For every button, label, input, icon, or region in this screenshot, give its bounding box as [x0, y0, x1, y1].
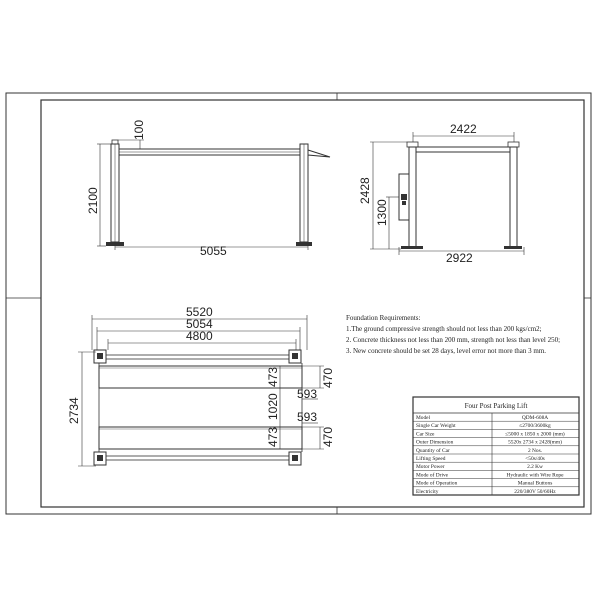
spec-table-title: Four Post Parking Lift: [464, 402, 528, 410]
dim-plan-runway: 4800: [186, 329, 213, 343]
spec-row-label: Lifting Speed: [416, 456, 446, 462]
plan-view: [67, 305, 335, 466]
plan-cross-beam-bottom: [106, 456, 289, 460]
dim-end-base-width: 2922: [446, 251, 473, 265]
dim-gap-2: 593: [297, 410, 318, 424]
side-view: [86, 120, 330, 258]
spec-row-value: QDM-608A: [521, 415, 549, 421]
end-cross-beam: [416, 147, 510, 152]
spec-row-label: Mode of Drive: [416, 472, 449, 479]
dim-plan-depth: 2734: [67, 397, 81, 424]
spec-table: [413, 397, 579, 495]
dim-plan-overall: 5520: [186, 305, 213, 319]
spec-row-label: Car Size: [416, 431, 435, 438]
dim-post-cap: 100: [132, 119, 146, 140]
end-base-left: [401, 246, 423, 249]
spec-row-label: Motor Power: [416, 464, 445, 471]
spec-row-value: 2 Nos.: [527, 447, 543, 454]
end-view: [358, 122, 524, 265]
dim-runway-right-2: 470: [321, 426, 335, 447]
spec-row-value: <50s/40s: [525, 456, 545, 462]
spec-row-value: ≤2700/3600kg: [519, 423, 551, 430]
spec-row-label: Single Car Weight: [416, 423, 456, 430]
plan-cross-beam-top: [106, 355, 289, 359]
end-base-right: [504, 246, 522, 249]
spec-row-label: Quantity of Car: [416, 447, 450, 454]
dim-gap-1: 593: [297, 387, 318, 401]
foundation-line-3: 3. New concrete should be set 28 days, level error not more than 3 mm.: [346, 347, 547, 355]
spec-row-value: 2.2 Kw: [527, 464, 543, 471]
outer-frame: [6, 93, 591, 514]
spec-row-value: 220/380V 50/60Hz: [514, 488, 556, 495]
dim-runway-1: 473: [266, 366, 280, 387]
side-base-right: [296, 242, 312, 246]
spec-row-label: Mode of Operation: [416, 480, 458, 487]
foundation-line-2: 2. Concrete thickness not less than 200 mm, strength not less than level 250;: [346, 336, 561, 344]
spec-row-label: Electricity: [416, 488, 439, 495]
dim-plan-mid: 5054: [186, 317, 213, 331]
side-ramp: [308, 150, 330, 157]
spec-row-value: 5520x 2734 x 2428(mm): [508, 439, 562, 446]
foundation-notes: [346, 314, 560, 355]
dim-runway-right-1: 470: [321, 367, 335, 388]
spec-row-value: ≤5000 x 1850 x 2000 (mm): [505, 431, 565, 438]
spec-row-value: Manual Buttons: [517, 480, 553, 487]
spec-row-label: Model: [416, 415, 431, 421]
end-post-left: [409, 147, 416, 247]
foundation-title: Foundation Requirements:: [346, 314, 421, 322]
dim-end-height: 2428: [358, 177, 372, 204]
dim-end-top-width: 2422: [450, 122, 477, 136]
dim-runway-2: 473: [266, 426, 280, 447]
dim-gap-middle: 1020: [266, 393, 280, 420]
end-post-right: [510, 147, 517, 247]
control-panel: [401, 194, 407, 200]
spec-row-label: Outer Dimension: [416, 439, 454, 446]
dim-side-height: 2100: [86, 187, 100, 214]
dim-control-height: 1300: [375, 199, 389, 226]
foundation-line-1: 1.The ground compressive strength should not less than 200 kgs/cm2;: [346, 325, 542, 333]
spec-row-value: Hydraulic with Wire Rope: [506, 472, 564, 479]
dim-side-length: 5055: [200, 244, 227, 258]
